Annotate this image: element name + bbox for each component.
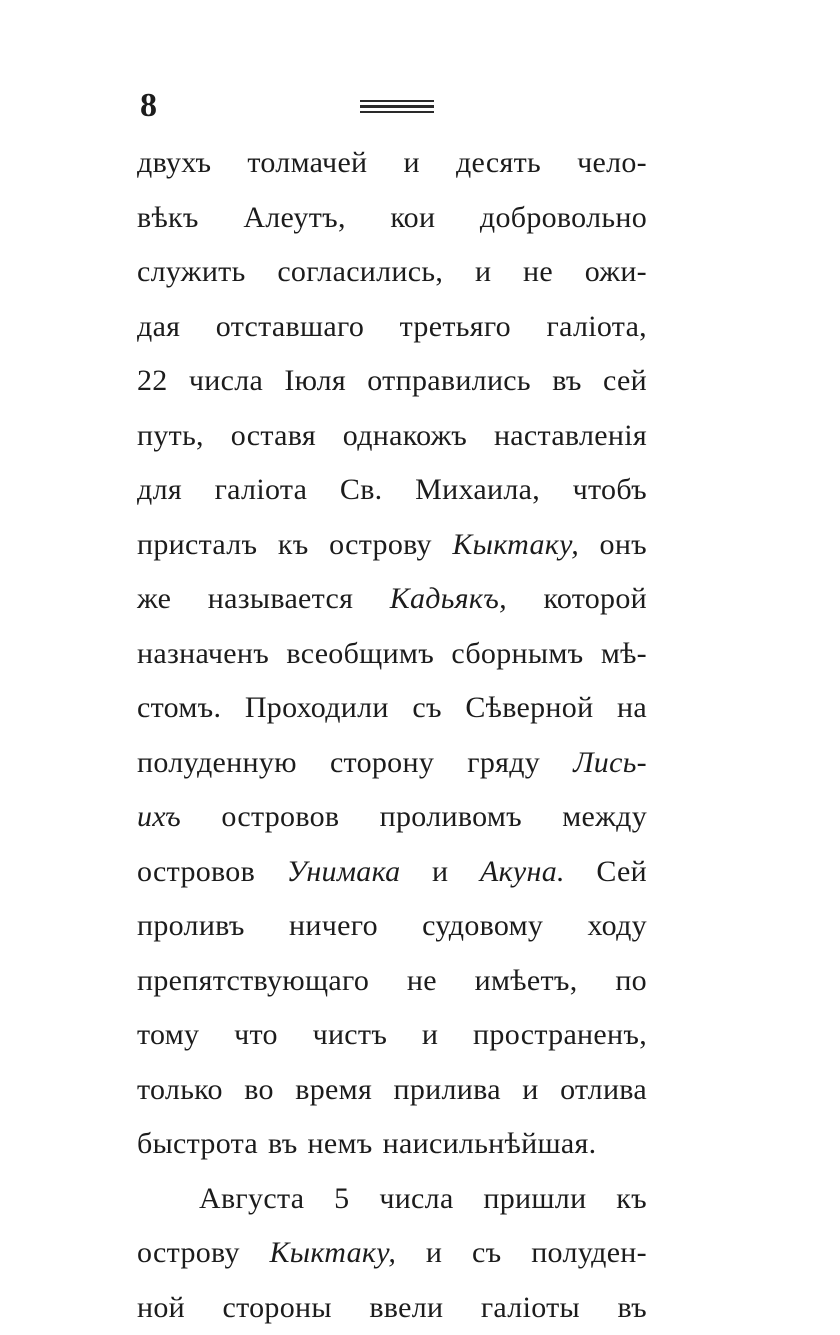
word: наставленія (494, 409, 647, 464)
word: сторону (330, 736, 434, 791)
word: ной (137, 1281, 185, 1335)
word: острову (329, 518, 432, 573)
word: присталъ (137, 518, 257, 573)
page-number: 8 (140, 84, 157, 128)
text-line (137, 136, 647, 191)
word: полуденную (137, 736, 297, 791)
word: и (522, 1063, 538, 1118)
italic-place-name: Унимака (287, 845, 401, 900)
word: третьяго (400, 300, 511, 355)
word: путь, (137, 409, 204, 464)
word: отставшаго (216, 300, 364, 355)
text-line (137, 1063, 647, 1118)
text-line (137, 845, 647, 900)
word: не (523, 245, 553, 300)
word: чело- (577, 136, 647, 191)
text-line (137, 1008, 647, 1063)
word: островов (221, 790, 339, 845)
word: сборнымъ (451, 627, 583, 682)
word: ходу (588, 899, 647, 954)
text-line (137, 681, 647, 736)
word: въ (268, 1117, 298, 1172)
text-line (137, 899, 647, 954)
text-line (137, 790, 647, 845)
word: Св. (340, 463, 383, 518)
word: островов (137, 845, 255, 900)
word: галіота (215, 463, 308, 518)
text-line (137, 1172, 647, 1227)
word: прилива (394, 1063, 501, 1118)
page-header (140, 84, 645, 128)
word: десять (456, 136, 541, 191)
word: числа (379, 1172, 453, 1227)
word: кои (390, 191, 435, 246)
text-line (137, 518, 647, 573)
word: служить (137, 245, 246, 300)
italic-place-name: Акуна. (480, 845, 565, 900)
word: и (422, 1008, 438, 1063)
word: стомъ. (137, 681, 221, 736)
word: галіоты (481, 1281, 580, 1335)
word: чтобъ (573, 463, 647, 518)
text-line (137, 1281, 647, 1335)
word: согласились, (277, 245, 443, 300)
word: ничего (289, 899, 378, 954)
italic-place-name: Лись- (573, 736, 647, 791)
word: тому (137, 1008, 199, 1063)
text-line (137, 463, 647, 518)
word: дая (137, 300, 180, 355)
text-line (137, 409, 647, 464)
text-line (137, 191, 647, 246)
text-line (137, 954, 647, 1009)
header-ornament-rule (360, 100, 434, 114)
word: препятствующаго (137, 954, 369, 1009)
word: отправились (367, 354, 531, 409)
word: 22 (137, 354, 168, 409)
word: Сѣверной (465, 681, 593, 736)
italic-place-name: ихъ (137, 790, 181, 845)
word: 5 (334, 1172, 349, 1227)
word: всеобщимъ (286, 627, 434, 682)
word: назначенъ (137, 627, 269, 682)
word: имѣетъ, (475, 954, 578, 1009)
italic-place-name: Кадьякъ, (390, 572, 507, 627)
word: онъ (600, 518, 647, 573)
word: острову (137, 1226, 240, 1281)
word: галіота, (547, 300, 648, 355)
word: между (562, 790, 647, 845)
text-line (137, 1226, 647, 1281)
word: Михаила, (415, 463, 540, 518)
word: по (615, 954, 647, 1009)
word: проливъ (137, 899, 245, 954)
word: двухъ (137, 136, 211, 191)
word: однакожъ (343, 409, 467, 464)
word: Іюля (284, 354, 346, 409)
word: не (407, 954, 437, 1009)
word: полуден- (531, 1226, 647, 1281)
word: немъ (308, 1117, 373, 1172)
text-line (137, 1117, 647, 1172)
text-line (137, 572, 647, 627)
word: которой (543, 572, 647, 627)
text-line (137, 354, 647, 409)
word: пространенъ, (473, 1008, 647, 1063)
word: и (432, 845, 448, 900)
word: мѣ- (601, 627, 647, 682)
word: время (295, 1063, 372, 1118)
word: къ (278, 518, 309, 573)
word: въ (617, 1281, 647, 1335)
word: сей (603, 354, 647, 409)
word: быстрота (137, 1117, 258, 1172)
word: же (137, 572, 171, 627)
word: гряду (467, 736, 540, 791)
word: толмачей (247, 136, 367, 191)
word: Проходили (245, 681, 389, 736)
word: и (475, 245, 491, 300)
text-line (137, 300, 647, 355)
text-line (137, 627, 647, 682)
word: съ (472, 1226, 501, 1281)
word: называется (208, 572, 353, 627)
text-line (137, 245, 647, 300)
word: и (404, 136, 420, 191)
word: наисильнѣйшая. (383, 1117, 597, 1172)
word: въ (552, 354, 582, 409)
word: къ (616, 1172, 647, 1227)
word: проливомъ (380, 790, 522, 845)
word: для (137, 463, 182, 518)
word: судовому (422, 899, 543, 954)
word: вѣкъ (137, 191, 199, 246)
word: стороны (223, 1281, 332, 1335)
word: только (137, 1063, 223, 1118)
word: пришли (483, 1172, 586, 1227)
italic-place-name: Кыктаку, (270, 1226, 397, 1281)
word: Августа (199, 1172, 304, 1227)
word: отлива (560, 1063, 647, 1118)
word: съ (412, 681, 441, 736)
text-line (137, 736, 647, 791)
word: Алеутъ, (243, 191, 345, 246)
word: ожи- (585, 245, 647, 300)
word: чистъ (313, 1008, 388, 1063)
word: что (234, 1008, 278, 1063)
word: добровольно (480, 191, 647, 246)
word: оставя (231, 409, 316, 464)
word: во (244, 1063, 274, 1118)
word: и (426, 1226, 442, 1281)
body-text (137, 136, 647, 1335)
italic-place-name: Кыктаку, (452, 518, 579, 573)
word: на (617, 681, 647, 736)
word: ввели (369, 1281, 443, 1335)
word: Сей (596, 845, 647, 900)
word: числа (189, 354, 263, 409)
